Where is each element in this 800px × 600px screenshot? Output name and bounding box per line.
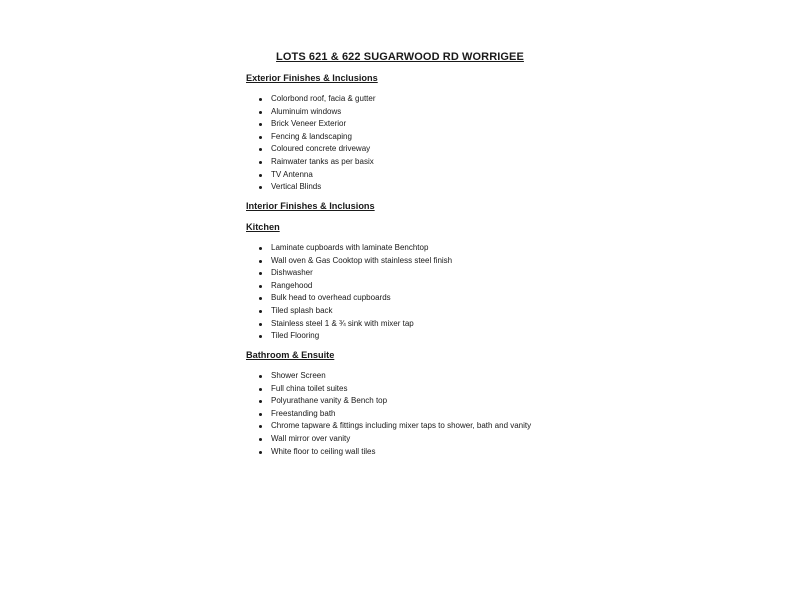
list-item: White floor to ceiling wall tiles <box>258 446 531 459</box>
list-item: Vertical Blinds <box>258 181 376 194</box>
list-item: TV Antenna <box>258 169 376 182</box>
list-item: Stainless steel 1 & ¾ sink with mixer tap <box>258 318 452 331</box>
exterior-heading: Exterior Finishes & Inclusions <box>246 73 378 83</box>
list-item: Brick Veneer Exterior <box>258 118 376 131</box>
list-item: Laminate cupboards with laminate Benchtop <box>258 242 452 255</box>
exterior-list <box>258 93 376 194</box>
page-title: LOTS 621 & 622 SUGARWOOD RD WORRIGEE <box>276 51 524 63</box>
list-item: Bulk head to overhead cupboards <box>258 292 452 305</box>
list-item: Freestanding bath <box>258 408 531 421</box>
list-item: Chrome tapware & fittings including mixer taps to shower, bath and vanity <box>258 420 531 433</box>
list-item: Full china toilet suites <box>258 383 531 396</box>
bathroom-heading: Bathroom & Ensuite <box>246 350 335 360</box>
list-item: Wall mirror over vanity <box>258 433 531 446</box>
list-item: Fencing & landscaping <box>258 131 376 144</box>
list-item: Polyurathane vanity & Bench top <box>258 395 531 408</box>
list-item: Dishwasher <box>258 267 452 280</box>
list-item: Wall oven & Gas Cooktop with stainless steel finish <box>258 255 452 268</box>
list-item: Colorbond roof, facia & gutter <box>258 93 376 106</box>
list-item: Aluminuim windows <box>258 106 376 119</box>
list-item: Tiled Flooring <box>258 330 452 343</box>
list-item: Tiled splash back <box>258 305 452 318</box>
bathroom-list <box>258 370 531 458</box>
list-item: Rangehood <box>258 280 452 293</box>
interior-heading: Interior Finishes & Inclusions <box>246 201 375 211</box>
list-item: Coloured concrete driveway <box>258 143 376 156</box>
kitchen-heading: Kitchen <box>246 222 280 232</box>
kitchen-list <box>258 242 452 343</box>
list-item: Rainwater tanks as per basix <box>258 156 376 169</box>
list-item: Shower Screen <box>258 370 531 383</box>
